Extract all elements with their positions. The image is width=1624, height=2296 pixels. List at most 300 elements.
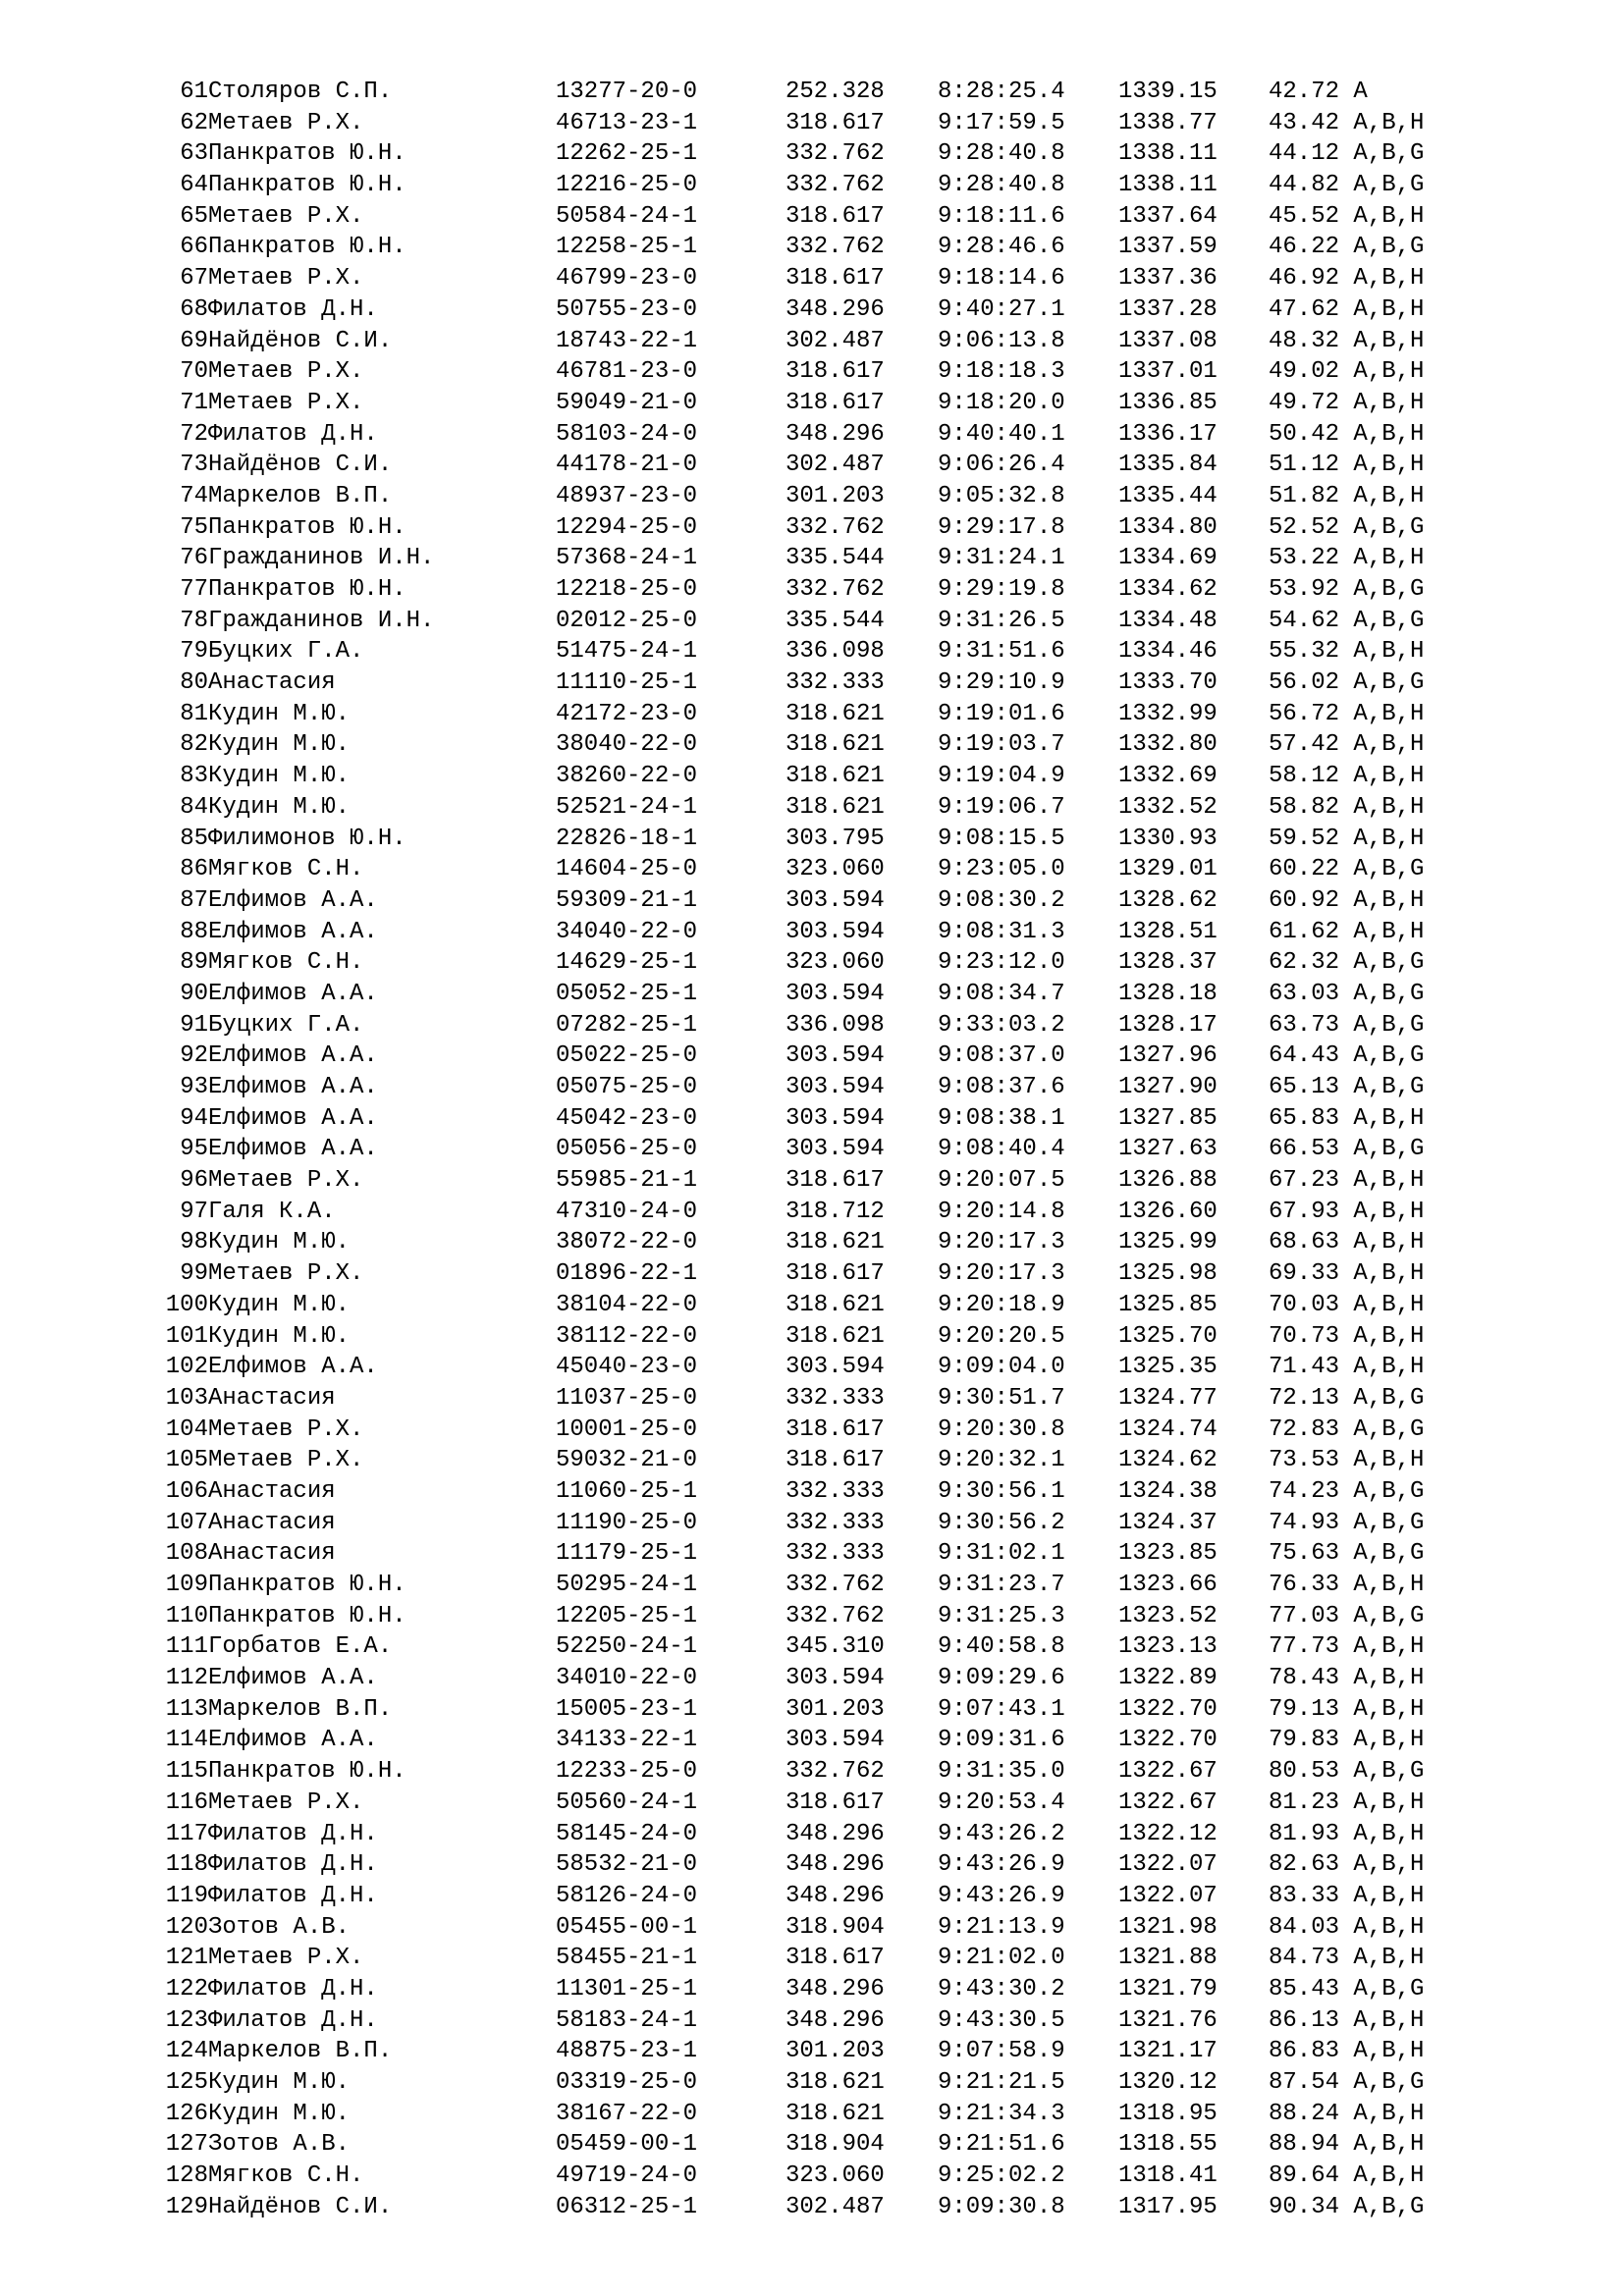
fancier-name-cell: Кудин М.Ю. (208, 1322, 351, 1350)
ring-number-cell: 58145-24-0 (556, 1820, 698, 1847)
table-row (0, 1601, 1624, 1632)
distance-cell: 348.296 (785, 420, 885, 448)
speed-cell: 1322.12 (1118, 1820, 1218, 1847)
table-row (0, 1010, 1624, 1041)
distance-cell: 318.617 (785, 1167, 885, 1195)
points-flags-cell: 81.93 A,B,H (1269, 1820, 1425, 1847)
arrival-time-cell: 9:08:37.0 (938, 1042, 1065, 1070)
speed-cell: 1321.88 (1118, 1945, 1218, 1972)
points-flags-cell: 83.33 A,B,H (1269, 1882, 1425, 1909)
distance-cell: 335.544 (785, 545, 885, 572)
speed-cell: 1334.62 (1118, 576, 1218, 603)
points-flags-cell: 62.32 A,B,G (1269, 949, 1425, 977)
speed-cell: 1328.18 (1118, 980, 1218, 1007)
speed-cell: 1321.76 (1118, 2006, 1218, 2034)
distance-cell: 303.594 (785, 886, 885, 914)
fancier-name-cell: Елфимов А.А. (208, 1136, 378, 1163)
speed-cell: 1322.67 (1118, 1758, 1218, 1786)
table-row (0, 2192, 1624, 2223)
distance-cell: 336.098 (785, 1011, 885, 1039)
fancier-name-cell: Метаев Р.Х. (208, 1260, 364, 1288)
ring-number-cell: 58103-24-0 (556, 420, 698, 448)
distance-cell: 301.203 (785, 482, 885, 509)
points-flags-cell: 46.92 A,B,H (1269, 265, 1425, 293)
ring-number-cell: 05075-25-0 (556, 1074, 698, 1100)
speed-cell: 1323.66 (1118, 1572, 1218, 1598)
distance-cell: 318.617 (785, 202, 885, 230)
position-cell: 90 (180, 980, 208, 1007)
ring-number-cell: 12258-25-1 (556, 234, 698, 261)
fancier-name-cell: Филимонов Ю.Н. (208, 825, 406, 852)
table-row (0, 1103, 1624, 1135)
distance-cell: 323.060 (785, 856, 885, 883)
points-flags-cell: 44.82 A,B,G (1269, 172, 1425, 199)
distance-cell: 348.296 (785, 1975, 885, 2002)
position-cell: 71 (180, 389, 208, 416)
table-row (0, 108, 1624, 139)
fancier-name-cell: Панкратов Ю.Н. (208, 140, 406, 168)
table-row (0, 2036, 1624, 2067)
fancier-name-cell: Метаев Р.Х. (208, 109, 364, 136)
ring-number-cell: 46799-23-0 (556, 265, 698, 293)
position-cell: 73 (180, 452, 208, 479)
speed-cell: 1320.12 (1118, 2069, 1218, 2096)
arrival-time-cell: 9:18:14.6 (938, 265, 1065, 293)
fancier-name-cell: Мягков С.Н. (208, 856, 364, 883)
fancier-name-cell: Кудин М.Ю. (208, 731, 351, 759)
ring-number-cell: 11190-25-0 (556, 1509, 698, 1536)
fancier-name-cell: Буцких Г.А. (208, 638, 364, 666)
fancier-name-cell: Елфимов А.А. (208, 980, 378, 1007)
fancier-name-cell: Метаев Р.Х. (208, 1945, 364, 1972)
position-cell: 70 (180, 358, 208, 386)
ring-number-cell: 49719-24-0 (556, 2163, 698, 2190)
arrival-time-cell: 9:31:26.5 (938, 607, 1065, 634)
ring-number-cell: 11110-25-1 (556, 669, 698, 697)
speed-cell: 1336.85 (1118, 389, 1218, 416)
table-row (0, 1197, 1624, 1228)
fancier-name-cell: Анастасия (208, 1477, 336, 1505)
speed-cell: 1326.88 (1118, 1167, 1218, 1195)
distance-cell: 335.544 (785, 607, 885, 634)
points-flags-cell: 64.43 A,B,G (1269, 1042, 1425, 1070)
points-flags-cell: 47.62 A,B,H (1269, 295, 1425, 323)
speed-cell: 1317.95 (1118, 2193, 1218, 2220)
distance-cell: 332.333 (785, 1477, 885, 1505)
fancier-name-cell: Кудин М.Ю. (208, 1291, 351, 1318)
table-row (0, 419, 1624, 451)
ring-number-cell: 14629-25-1 (556, 949, 698, 977)
table-row (0, 512, 1624, 544)
points-flags-cell: 79.13 A,B,H (1269, 1695, 1425, 1723)
fancier-name-cell: Филатов Д.Н. (208, 2006, 378, 2034)
position-cell: 123 (165, 2006, 208, 2034)
points-flags-cell: 56.02 A,B,G (1269, 669, 1425, 697)
distance-cell: 348.296 (785, 1882, 885, 1909)
points-flags-cell: 51.12 A,B,H (1269, 452, 1425, 479)
position-cell: 75 (180, 513, 208, 541)
distance-cell: 303.594 (785, 1074, 885, 1100)
position-cell: 61 (180, 79, 208, 105)
arrival-time-cell: 9:21:13.9 (938, 1913, 1065, 1941)
points-flags-cell: 57.42 A,B,H (1269, 731, 1425, 759)
ring-number-cell: 58183-24-1 (556, 2006, 698, 2034)
speed-cell: 1334.48 (1118, 607, 1218, 634)
position-cell: 126 (165, 2100, 208, 2127)
fancier-name-cell: Филатов Д.Н. (208, 1975, 378, 2002)
table-row (0, 947, 1624, 979)
table-row (0, 1508, 1624, 1539)
ring-number-cell: 59309-21-1 (556, 886, 698, 914)
points-flags-cell: 43.42 A,B,H (1269, 109, 1425, 136)
speed-cell: 1337.28 (1118, 295, 1218, 323)
ring-number-cell: 13277-20-0 (556, 79, 698, 105)
fancier-name-cell: Анастасия (208, 669, 336, 697)
table-row (0, 2161, 1624, 2192)
arrival-time-cell: 9:08:40.4 (938, 1136, 1065, 1163)
position-cell: 89 (180, 949, 208, 977)
position-cell: 124 (165, 2038, 208, 2065)
fancier-name-cell: Филатов Д.Н. (208, 420, 378, 448)
position-cell: 63 (180, 140, 208, 168)
ring-number-cell: 46713-23-1 (556, 109, 698, 136)
position-cell: 107 (165, 1509, 208, 1536)
distance-cell: 318.617 (785, 1945, 885, 1972)
speed-cell: 1325.99 (1118, 1229, 1218, 1256)
distance-cell: 252.328 (785, 79, 885, 105)
ring-number-cell: 46781-23-0 (556, 358, 698, 386)
fancier-name-cell: Столяров С.П. (208, 79, 393, 105)
points-flags-cell: 70.73 A,B,H (1269, 1322, 1425, 1350)
distance-cell: 318.617 (785, 389, 885, 416)
points-flags-cell: 77.73 A,B,H (1269, 1633, 1425, 1661)
table-row (0, 824, 1624, 855)
fancier-name-cell: Кудин М.Ю. (208, 2069, 351, 2096)
speed-cell: 1334.46 (1118, 638, 1218, 666)
ring-number-cell: 02012-25-0 (556, 607, 698, 634)
table-row (0, 1290, 1624, 1321)
table-row (0, 356, 1624, 388)
arrival-time-cell: 9:07:43.1 (938, 1695, 1065, 1723)
speed-cell: 1324.37 (1118, 1509, 1218, 1536)
arrival-time-cell: 9:31:25.3 (938, 1602, 1065, 1629)
ring-number-cell: 34010-22-0 (556, 1665, 698, 1692)
ring-number-cell: 50560-24-1 (556, 1789, 698, 1816)
arrival-time-cell: 9:23:12.0 (938, 949, 1065, 977)
points-flags-cell: 90.34 A,B,G (1269, 2193, 1425, 2220)
arrival-time-cell: 9:20:30.8 (938, 1415, 1065, 1443)
points-flags-cell: 53.92 A,B,G (1269, 576, 1425, 603)
table-row (0, 1725, 1624, 1756)
ring-number-cell: 22826-18-1 (556, 825, 698, 852)
points-flags-cell: 71.43 A,B,H (1269, 1354, 1425, 1381)
table-row (0, 1756, 1624, 1788)
arrival-time-cell: 9:43:30.5 (938, 2006, 1065, 2034)
points-flags-cell: 46.22 A,B,G (1269, 234, 1425, 261)
fancier-name-cell: Гражданинов И.Н. (208, 545, 435, 572)
distance-cell: 318.621 (785, 700, 885, 727)
speed-cell: 1337.36 (1118, 265, 1218, 293)
ring-number-cell: 34133-22-1 (556, 1727, 698, 1754)
distance-cell: 332.762 (785, 1602, 885, 1629)
distance-cell: 303.594 (785, 918, 885, 945)
distance-cell: 303.594 (785, 1104, 885, 1132)
distance-cell: 348.296 (785, 1820, 885, 1847)
table-row (0, 1788, 1624, 1819)
ring-number-cell: 05052-25-1 (556, 980, 698, 1007)
arrival-time-cell: 8:28:25.4 (938, 79, 1065, 105)
ring-number-cell: 15005-23-1 (556, 1695, 698, 1723)
distance-cell: 303.594 (785, 1042, 885, 1070)
ring-number-cell: 12233-25-0 (556, 1758, 698, 1786)
ring-number-cell: 48875-23-1 (556, 2038, 698, 2065)
points-flags-cell: 45.52 A,B,H (1269, 202, 1425, 230)
position-cell: 65 (180, 202, 208, 230)
points-flags-cell: 59.52 A,B,H (1269, 825, 1425, 852)
speed-cell: 1335.84 (1118, 452, 1218, 479)
table-row (0, 1383, 1624, 1415)
arrival-time-cell: 9:06:26.4 (938, 452, 1065, 479)
table-row (0, 1258, 1624, 1290)
arrival-time-cell: 9:08:38.1 (938, 1104, 1065, 1132)
ring-number-cell: 05022-25-0 (556, 1042, 698, 1070)
position-cell: 109 (165, 1572, 208, 1598)
arrival-time-cell: 9:19:01.6 (938, 700, 1065, 727)
table-row (0, 138, 1624, 170)
arrival-time-cell: 9:30:56.1 (938, 1477, 1065, 1505)
table-row (0, 729, 1624, 761)
ring-number-cell: 38112-22-0 (556, 1322, 698, 1350)
table-row (0, 1663, 1624, 1694)
distance-cell: 318.621 (785, 1291, 885, 1318)
table-row (0, 326, 1624, 357)
points-flags-cell: 53.22 A,B,H (1269, 545, 1425, 572)
distance-cell: 332.762 (785, 1758, 885, 1786)
ring-number-cell: 01896-22-1 (556, 1260, 698, 1288)
distance-cell: 332.762 (785, 172, 885, 199)
position-cell: 85 (180, 825, 208, 852)
table-row (0, 1321, 1624, 1353)
arrival-time-cell: 9:06:13.8 (938, 327, 1065, 354)
arrival-time-cell: 9:25:02.2 (938, 2163, 1065, 2190)
distance-cell: 332.333 (785, 1540, 885, 1568)
position-cell: 94 (180, 1104, 208, 1132)
table-row (0, 77, 1624, 108)
fancier-name-cell: Метаев Р.Х. (208, 1447, 364, 1474)
arrival-time-cell: 9:09:04.0 (938, 1354, 1065, 1381)
distance-cell: 302.487 (785, 327, 885, 354)
points-flags-cell: 82.63 A,B,H (1269, 1851, 1425, 1879)
speed-cell: 1332.69 (1118, 763, 1218, 790)
arrival-time-cell: 9:21:51.6 (938, 2131, 1065, 2159)
speed-cell: 1322.07 (1118, 1882, 1218, 1909)
fancier-name-cell: Филатов Д.Н. (208, 1882, 378, 1909)
distance-cell: 332.762 (785, 576, 885, 603)
distance-cell: 318.621 (785, 793, 885, 821)
points-flags-cell: 52.52 A,B,G (1269, 513, 1425, 541)
table-row (0, 1849, 1624, 1881)
position-cell: 77 (180, 576, 208, 603)
points-flags-cell: 78.43 A,B,H (1269, 1665, 1425, 1692)
position-cell: 103 (165, 1384, 208, 1412)
fancier-name-cell: Зотов А.В. (208, 1913, 351, 1941)
ring-number-cell: 11060-25-1 (556, 1477, 698, 1505)
ring-number-cell: 38260-22-0 (556, 763, 698, 790)
distance-cell: 318.617 (785, 1260, 885, 1288)
position-cell: 95 (180, 1136, 208, 1163)
speed-cell: 1328.17 (1118, 1011, 1218, 1039)
points-flags-cell: 70.03 A,B,H (1269, 1291, 1425, 1318)
distance-cell: 303.594 (785, 980, 885, 1007)
table-row (0, 574, 1624, 606)
fancier-name-cell: Елфимов А.А. (208, 1665, 378, 1692)
points-flags-cell: 72.83 A,B,G (1269, 1415, 1425, 1443)
points-flags-cell: 79.83 A,B,H (1269, 1727, 1425, 1754)
position-cell: 80 (180, 669, 208, 697)
speed-cell: 1318.41 (1118, 2163, 1218, 2190)
arrival-time-cell: 9:31:02.1 (938, 1540, 1065, 1568)
table-row (0, 2099, 1624, 2130)
distance-cell: 323.060 (785, 2163, 885, 2190)
points-flags-cell: 85.43 A,B,G (1269, 1975, 1425, 2002)
distance-cell: 323.060 (785, 949, 885, 977)
speed-cell: 1327.96 (1118, 1042, 1218, 1070)
fancier-name-cell: Маркелов В.П. (208, 2038, 393, 2065)
fancier-name-cell: Анастасия (208, 1509, 336, 1536)
points-flags-cell: 55.32 A,B,H (1269, 638, 1425, 666)
position-cell: 129 (165, 2193, 208, 2220)
fancier-name-cell: Елфимов А.А. (208, 1074, 378, 1100)
arrival-time-cell: 9:43:26.9 (938, 1851, 1065, 1879)
distance-cell: 332.333 (785, 1509, 885, 1536)
distance-cell: 348.296 (785, 1851, 885, 1879)
table-row (0, 543, 1624, 574)
arrival-time-cell: 9:18:20.0 (938, 389, 1065, 416)
distance-cell: 318.904 (785, 2131, 885, 2159)
distance-cell: 318.621 (785, 1322, 885, 1350)
fancier-name-cell: Метаев Р.Х. (208, 1167, 364, 1195)
fancier-name-cell: Кудин М.Ю. (208, 700, 351, 727)
table-row (0, 2129, 1624, 2161)
distance-cell: 303.795 (785, 825, 885, 852)
arrival-time-cell: 9:33:03.2 (938, 1011, 1065, 1039)
ring-number-cell: 38040-22-0 (556, 731, 698, 759)
fancier-name-cell: Кудин М.Ю. (208, 1229, 351, 1256)
results-table (0, 77, 1624, 2222)
table-row (0, 2005, 1624, 2037)
position-cell: 128 (165, 2163, 208, 2190)
fancier-name-cell: Маркелов В.П. (208, 482, 393, 509)
distance-cell: 348.296 (785, 2006, 885, 2034)
distance-cell: 318.617 (785, 1789, 885, 1816)
fancier-name-cell: Гражданинов И.Н. (208, 607, 435, 634)
distance-cell: 332.762 (785, 234, 885, 261)
points-flags-cell: 48.32 A,B,H (1269, 327, 1425, 354)
position-cell: 83 (180, 763, 208, 790)
fancier-name-cell: Маркелов В.П. (208, 1695, 393, 1723)
arrival-time-cell: 9:05:32.8 (938, 482, 1065, 509)
fancier-name-cell: Филатов Д.Н. (208, 1851, 378, 1879)
distance-cell: 318.712 (785, 1198, 885, 1225)
arrival-time-cell: 9:40:58.8 (938, 1633, 1065, 1661)
arrival-time-cell: 9:29:19.8 (938, 576, 1065, 603)
fancier-name-cell: Елфимов А.А. (208, 1354, 378, 1381)
arrival-time-cell: 9:19:04.9 (938, 763, 1065, 790)
position-cell: 84 (180, 793, 208, 821)
ring-number-cell: 05056-25-0 (556, 1136, 698, 1163)
arrival-time-cell: 9:08:37.6 (938, 1074, 1065, 1100)
fancier-name-cell: Елфимов А.А. (208, 1042, 378, 1070)
ring-number-cell: 58455-21-1 (556, 1945, 698, 1972)
ring-number-cell: 58126-24-0 (556, 1882, 698, 1909)
distance-cell: 303.594 (785, 1354, 885, 1381)
speed-cell: 1337.08 (1118, 327, 1218, 354)
points-flags-cell: 80.53 A,B,G (1269, 1758, 1425, 1786)
distance-cell: 303.594 (785, 1665, 885, 1692)
points-flags-cell: 58.82 A,B,H (1269, 793, 1425, 821)
position-cell: 108 (165, 1540, 208, 1568)
ring-number-cell: 05455-00-1 (556, 1913, 698, 1941)
position-cell: 88 (180, 918, 208, 945)
arrival-time-cell: 9:43:30.2 (938, 1975, 1065, 2002)
arrival-time-cell: 9:09:30.8 (938, 2193, 1065, 2220)
arrival-time-cell: 9:20:53.4 (938, 1789, 1065, 1816)
ring-number-cell: 34040-22-0 (556, 918, 698, 945)
position-cell: 86 (180, 856, 208, 883)
position-cell: 72 (180, 420, 208, 448)
arrival-time-cell: 9:43:26.9 (938, 1882, 1065, 1909)
points-flags-cell: 67.23 A,B,H (1269, 1167, 1425, 1195)
position-cell: 106 (165, 1477, 208, 1505)
arrival-time-cell: 9:43:26.2 (938, 1820, 1065, 1847)
speed-cell: 1325.70 (1118, 1322, 1218, 1350)
ring-number-cell: 45042-23-0 (556, 1104, 698, 1132)
points-flags-cell: 61.62 A,B,H (1269, 918, 1425, 945)
ring-number-cell: 12294-25-0 (556, 513, 698, 541)
table-row (0, 201, 1624, 233)
speed-cell: 1328.62 (1118, 886, 1218, 914)
fancier-name-cell: Елфимов А.А. (208, 918, 378, 945)
points-flags-cell: 49.02 A,B,H (1269, 358, 1425, 386)
arrival-time-cell: 9:18:18.3 (938, 358, 1065, 386)
position-cell: 121 (165, 1945, 208, 1972)
points-flags-cell: 63.73 A,B,G (1269, 1011, 1425, 1039)
speed-cell: 1336.17 (1118, 420, 1218, 448)
distance-cell: 318.617 (785, 265, 885, 293)
table-row (0, 1165, 1624, 1197)
ring-number-cell: 50295-24-1 (556, 1572, 698, 1598)
arrival-time-cell: 9:18:11.6 (938, 202, 1065, 230)
points-flags-cell: 67.93 A,B,H (1269, 1198, 1425, 1225)
table-row (0, 979, 1624, 1010)
position-cell: 101 (165, 1322, 208, 1350)
table-row (0, 170, 1624, 201)
arrival-time-cell: 9:21:02.0 (938, 1945, 1065, 1972)
fancier-name-cell: Елфимов А.А. (208, 886, 378, 914)
speed-cell: 1325.98 (1118, 1260, 1218, 1288)
arrival-time-cell: 9:20:17.3 (938, 1260, 1065, 1288)
ring-number-cell: 12216-25-0 (556, 172, 698, 199)
ring-number-cell: 06312-25-1 (556, 2193, 698, 2220)
ring-number-cell: 11301-25-1 (556, 1975, 698, 2002)
arrival-time-cell: 9:19:06.7 (938, 793, 1065, 821)
points-flags-cell: 60.22 A,B,G (1269, 856, 1425, 883)
speed-cell: 1324.74 (1118, 1415, 1218, 1443)
position-cell: 66 (180, 234, 208, 261)
fancier-name-cell: Найдёнов С.И. (208, 452, 393, 479)
position-cell: 127 (165, 2131, 208, 2159)
ring-number-cell: 48937-23-0 (556, 482, 698, 509)
